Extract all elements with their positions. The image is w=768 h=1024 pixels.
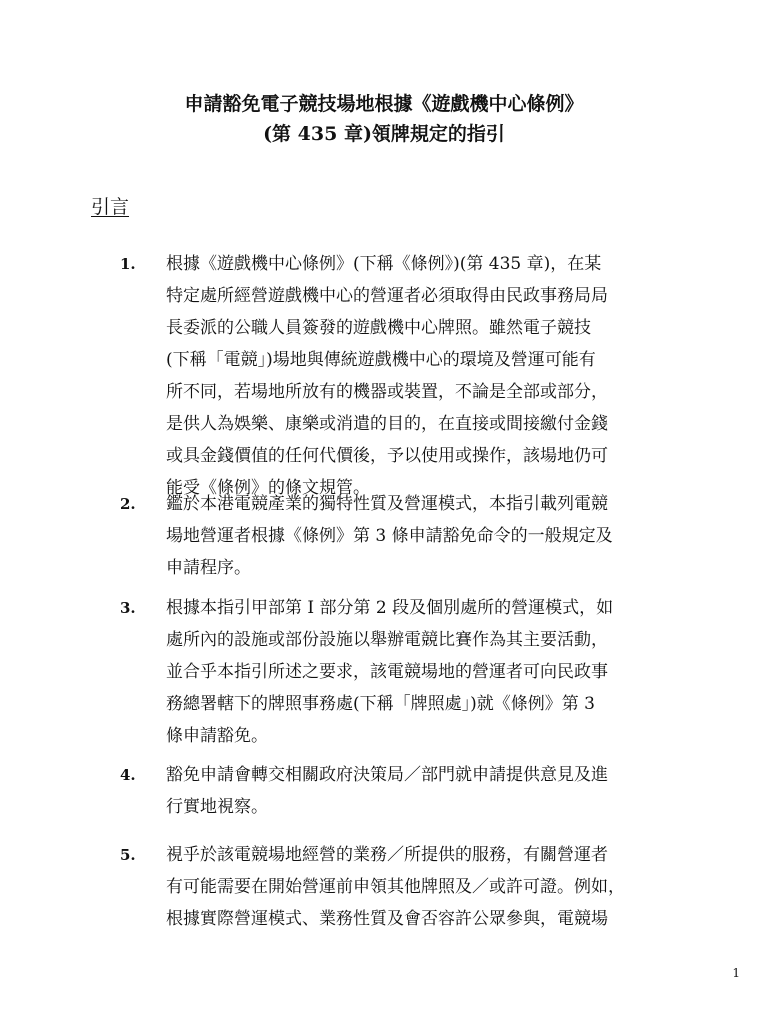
paragraph-text-line: 根據實際營運模式、業務性質及會否容許公眾參與，電競場: [166, 909, 608, 929]
paragraph-text-line: 是供人為娛樂、康樂或消遣的目的，在直接或間接繳付金錢: [166, 414, 608, 434]
paragraph-text-line: 根據《遊戲機中心條例》(下稱《條例》)(第 435 章)，在某: [166, 254, 602, 274]
paragraph-text-line: 豁免申請會轉交相關政府決策局／部門就申請提供意見及進: [166, 765, 608, 785]
paragraph-text-line: 長委派的公職人員簽發的遊戲機中心牌照。雖然電子競技: [166, 318, 591, 338]
paragraph-number: 1.: [120, 255, 136, 273]
paragraph-number: 4.: [120, 766, 136, 784]
paragraph-text-line: 務總署轄下的牌照事務處(下稱「牌照處」)就《條例》第 3: [166, 694, 595, 714]
page-number: 1: [732, 966, 740, 980]
paragraph-text-line: 所不同，若場地所放有的機器或裝置，不論是全部或部分，: [166, 382, 608, 402]
paragraph-text-line: 場地營運者根據《條例》第 3 條申請豁免命令的一般規定及: [166, 526, 613, 546]
paragraph-text-line: (下稱「電競」)場地與傳統遊戲機中心的環境及營運可能有: [166, 350, 596, 370]
document-title-line-1: 申請豁免電子競技場地根據《遊戲機中心條例》: [184, 93, 584, 115]
section-heading: 引言: [91, 196, 130, 218]
paragraph-text-line: 有可能需要在開始營運前申領其他牌照及／或許可證。例如，: [166, 877, 625, 897]
paragraph-text-line: 申請程序。: [166, 558, 251, 578]
paragraph-text-line: 或具金錢價值的任何代價後，予以使用或操作，該場地仍可: [166, 446, 608, 466]
paragraph-text-line: 條申請豁免。: [166, 726, 268, 746]
paragraph-text-line: 根據本指引甲部第 I 部分第 2 段及個別處所的營運模式，如: [166, 598, 614, 618]
paragraph-number: 2.: [120, 495, 136, 513]
document-title-line-2: (第 435 章)領牌規定的指引: [263, 123, 505, 145]
paragraph-text-line: 特定處所經營遊戲機中心的營運者必須取得由民政事務局局: [166, 286, 608, 306]
paragraph-text-line: 行實地視察。: [166, 797, 268, 817]
paragraph-number: 5.: [120, 846, 136, 864]
paragraph-number: 3.: [120, 599, 136, 617]
paragraph-text-line: 處所內的設施或部份設施以舉辦電競比賽作為其主要活動，: [166, 630, 608, 650]
paragraph-text-line: 並合乎本指引所述之要求，該電競場地的營運者可向民政事: [166, 662, 608, 682]
paragraph-text-line: 視乎於該電競場地經營的業務／所提供的服務，有關營運者: [166, 845, 608, 865]
paragraph-text-line: 能受《條例》的條文規管。: [166, 478, 370, 498]
paragraph-text-line: 鑑於本港電競產業的獨特性質及營運模式，本指引載列電競: [166, 494, 608, 514]
